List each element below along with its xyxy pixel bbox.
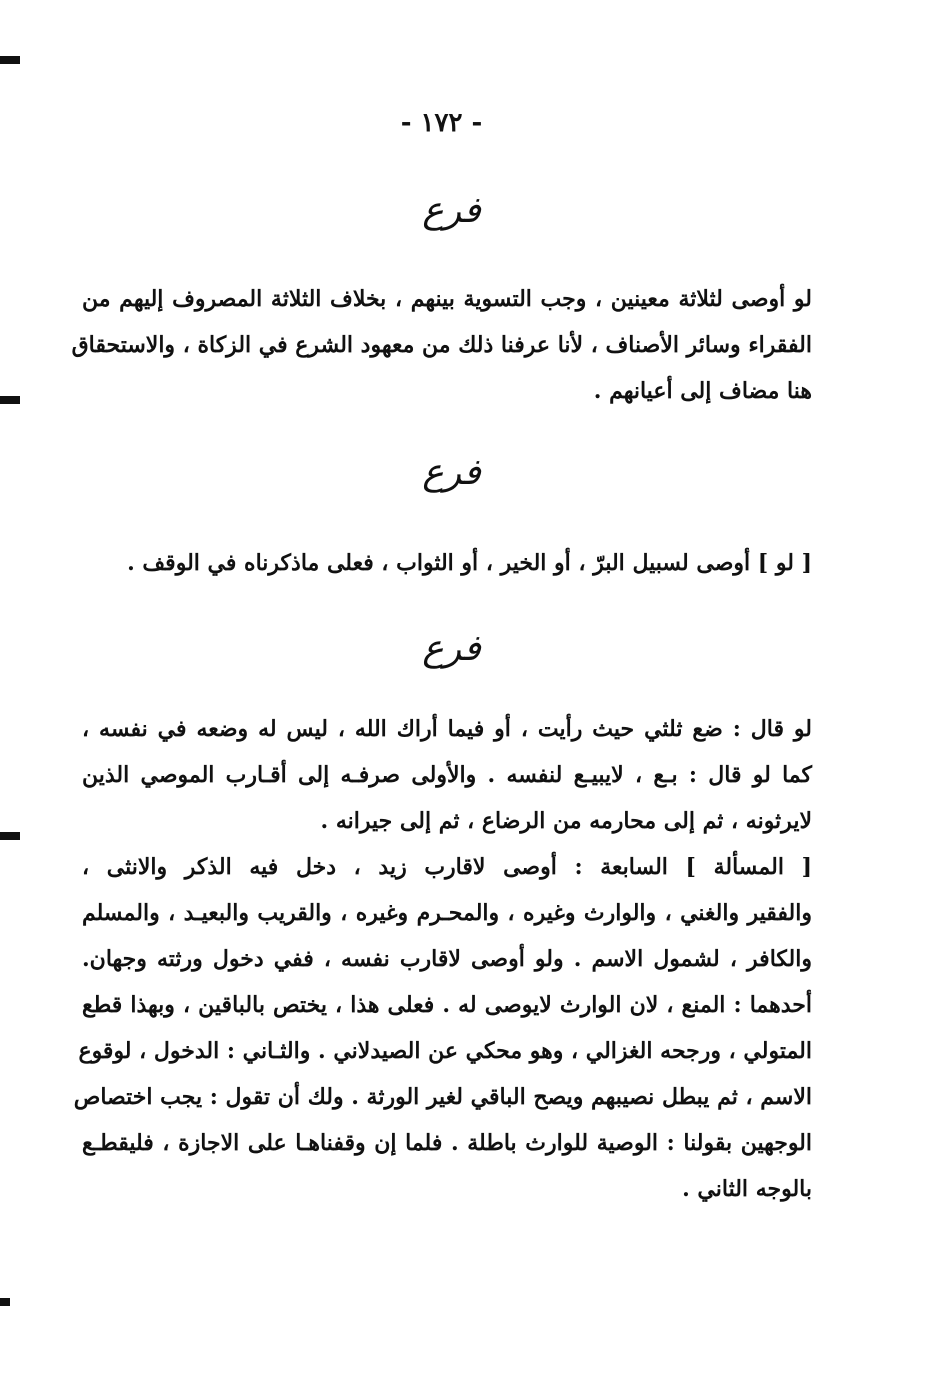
text-line: الفقراء وسائر الأصناف ، لأنا عرفنا ذلك من معهود الشرع في الزكاة ، والاستحقاق	[71, 332, 812, 358]
section-heading: فرع	[422, 190, 481, 231]
text-line: [ المسألة ] السابعة : أوصى لاقارب زيد ، دخل فيه الذكر والانثى ،	[82, 854, 812, 880]
text-line: لايرثونه ، ثم إلى محارمه من الرضاع ، ثم إلى جيرانه .	[320, 808, 812, 834]
margin-mark	[0, 832, 20, 840]
text-line: لو قال : ضع ثلثي حيث رأيت ، أو فيما أراك الله ، ليس له وضعه في نفسه ،	[82, 716, 812, 742]
text-line: [ لو ] أوصى لسبيل البرّ ، أو الخير ، أو الثواب ، فعلى ماذكرناه في الوقف .	[127, 550, 812, 576]
section-heading: فرع	[422, 628, 481, 669]
text-line: والكافر ، لشمول الاسم . ولو أوصى لاقارب نفسه ، ففي دخول ورثته وجهان.	[82, 946, 812, 972]
section-body	[71, 276, 812, 414]
text-line: والفقير والغني ، والوارث وغيره ، والمحـرم وغيره ، والقريب والبعيـد ، والمسلم	[82, 900, 812, 926]
section-heading: فرع	[422, 452, 481, 493]
text-line: هنا مضاف إلى أعيانهم .	[593, 378, 812, 404]
section-body	[82, 540, 812, 586]
text-line: أحدهما : المنع ، لان الوارث لايوصى له . فعلى هذا ، يختص بالباقين ، وبهذا قطع	[82, 992, 812, 1018]
margin-mark	[0, 56, 20, 64]
text-line: لو أوصى لثلاثة معينين ، وجب التسوية بينهم ، بخلاف الثلاثة المصروف إليهم من	[82, 286, 812, 312]
text-line: المتولي ، ورجحه الغزالي ، وهو محكي عن الصيدلاني . والثـاني : الدخول ، لوقوع	[78, 1038, 812, 1064]
text-line: بالوجه الثاني .	[682, 1176, 812, 1202]
section-body	[73, 706, 812, 1212]
text-line: الاسم ، ثم يبطل نصيبهم ويصح الباقي لغير الورثة . ولك أن تقول : يجب اختصاص	[73, 1084, 812, 1110]
text-line: كما لو قال : بـع ، لايبيـع لنفسه . والأولى صرفـه إلى أقـارب الموصي الذين	[82, 762, 812, 788]
page-number: - ١٧٢ -	[400, 108, 483, 138]
margin-mark	[0, 396, 20, 404]
margin-mark	[0, 1298, 10, 1306]
text-line: الوجهين بقولنا : الوصية للوارث باطلة . فلما إن وقفناهـا على الاجازة ، فليقطـع	[82, 1130, 812, 1156]
